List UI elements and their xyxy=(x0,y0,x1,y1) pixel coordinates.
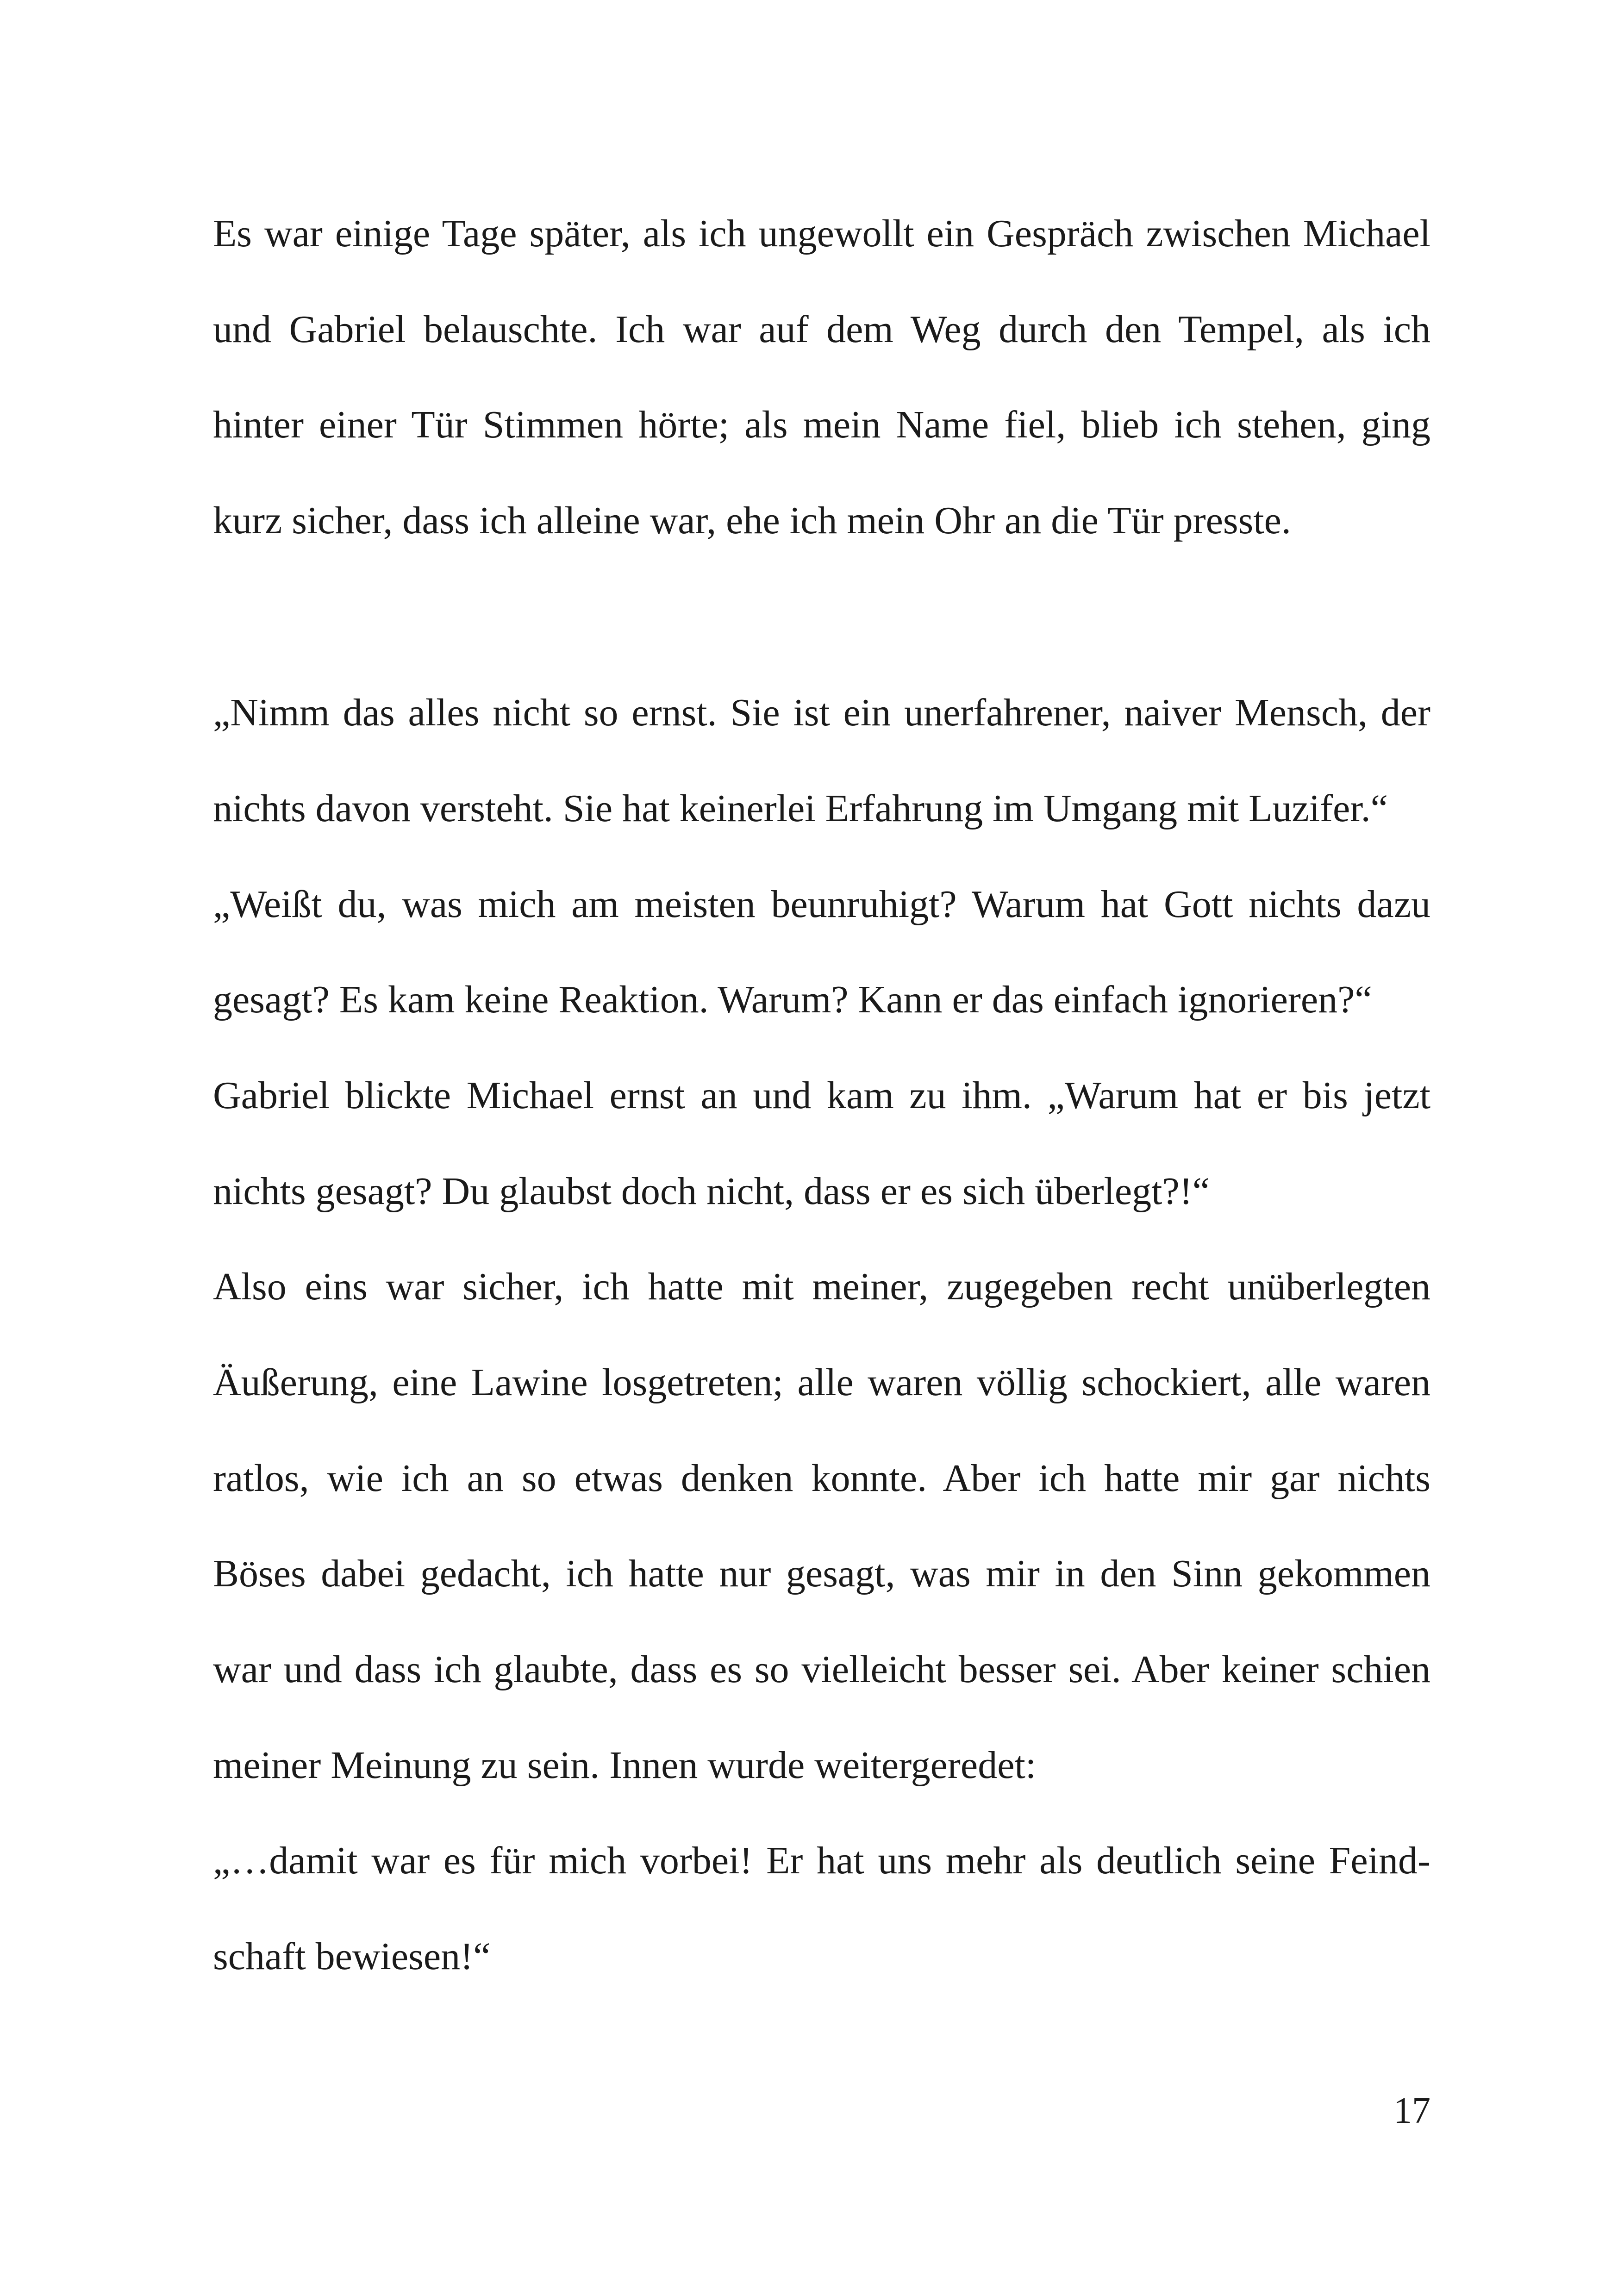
text-line: Äußerung, eine Lawine losgetreten; alle waren völlig schockiert, alle waren xyxy=(213,1361,1430,1404)
text-line: war und dass ich glaubte, dass es so vielleicht besser sei. Aber keiner schien xyxy=(213,1648,1430,1691)
text-line: Es war einige Tage später, als ich ungewollt ein Gespräch zwischen Michael xyxy=(213,212,1430,255)
text-line: „Weißt du, was mich am meisten beunruhigt? Warum hat Gott nichts dazu xyxy=(213,883,1430,926)
text-line: Gabriel blickte Michael ernst an und kam zu ihm. „Warum hat er bis jetzt xyxy=(213,1074,1430,1117)
text-line: und Gabriel belauschte. Ich war auf dem Weg durch den Tempel, als ich xyxy=(213,308,1430,351)
text-line: gesagt? Es kam keine Reaktion. Warum? Kann er das einfach ignorieren?“ xyxy=(213,978,1372,1021)
text-line: nichts davon versteht. Sie hat keinerlei Erfahrung im Umgang mit Luzifer.“ xyxy=(213,787,1388,830)
text-line: Also eins war sicher, ich hatte mit meiner, zugegeben recht unüberlegten xyxy=(213,1265,1430,1308)
text-line: schaft bewiesen!“ xyxy=(213,1935,491,1978)
text-line: nichts gesagt? Du glaubst doch nicht, dass er es sich überlegt?!“ xyxy=(213,1170,1210,1213)
text-line: „…damit war es für mich vorbei! Er hat uns mehr als deutlich seine Feind- xyxy=(213,1839,1430,1882)
text-line: ratlos, wie ich an so etwas denken konnte. Aber ich hatte mir gar nichts xyxy=(213,1457,1430,1500)
page-number: 17 xyxy=(1393,2090,1430,2131)
text-line: meiner Meinung zu sein. Innen wurde weitergeredet: xyxy=(213,1744,1037,1787)
text-line: „Nimm das alles nicht so ernst. Sie ist ein unerfahrener, naiver Mensch, der xyxy=(213,691,1430,734)
text-line: hinter einer Tür Stimmen hörte; als mein Name fiel, blieb ich stehen, ging xyxy=(213,403,1430,446)
text-line: kurz sicher, dass ich alleine war, ehe ich mein Ohr an die Tür presste. xyxy=(213,499,1291,542)
text-line: Böses dabei gedacht, ich hatte nur gesagt, was mir in den Sinn gekommen xyxy=(213,1552,1430,1595)
